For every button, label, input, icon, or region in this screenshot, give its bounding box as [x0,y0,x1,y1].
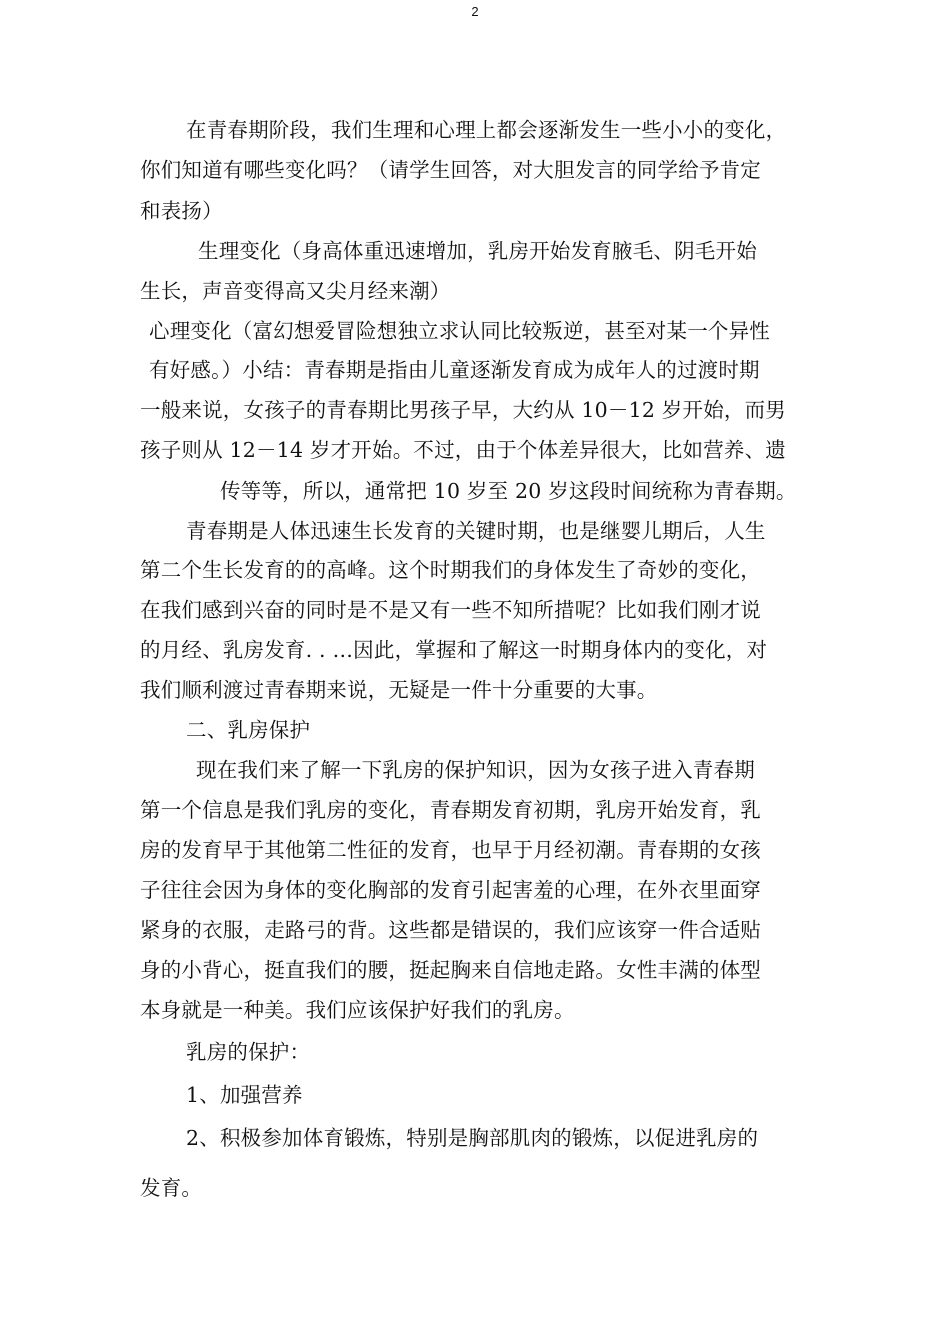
text-line: 你们知道有哪些变化吗？（请学生回答，对大胆发言的同学给予肯定 [140,158,761,182]
text-line: 紧身的衣服，走路弓的背。这些都是错误的，我们应该穿一件合适贴 [140,918,761,942]
text-line: 我们顺利渡过青春期来说，无疑是一件十分重要的大事。 [140,678,658,702]
text-line: 本身就是一种美。我们应该保护好我们的乳房。 [140,998,575,1022]
text-line: 在青春期阶段，我们生理和心理上都会逐渐发生一些小小的变化， [186,118,787,142]
text-line: 第二个生长发育的的高峰。这个时期我们的身体发生了奇妙的变化， [140,558,761,582]
text-line: 第一个信息是我们乳房的变化，青春期发育初期，乳房开始发育，乳 [140,798,761,822]
text-line: 发育。 [140,1176,203,1200]
text-line: 房的发育早于其他第二性征的发育，也早于月经初潮。青春期的女孩 [140,838,761,862]
text-line: 孩子则从 12－14 岁才开始。不过，由于个体差异很大，比如营养、遗 [140,438,787,462]
text-line: 青春期是人体迅速生长发育的关键时期，也是继婴儿期后，人生 [186,519,766,543]
text-line: 身的小背心，挺直我们的腰，挺起胸来自信地走路。女性丰满的体型 [140,958,761,982]
list-item: 1、加强营养 [186,1083,303,1107]
text-line: 生长，声音变得高又尖月经来潮） [140,279,451,303]
text-line: 传等等，所以，通常把 10 岁至 20 岁这段时间统称为青春期。 [220,479,797,503]
text-line: 和表扬） [140,199,223,223]
text-line: 一般来说，女孩子的青春期比男孩子早，大约从 10－12 岁开始，而男 [140,398,787,422]
text-line: 子往往会因为身体的变化胸部的发育引起害羞的心理，在外衣里面穿 [140,878,761,902]
page-number: 2 [471,4,479,19]
list-item: 2、积极参加体育锻炼，特别是胸部肌肉的锻炼，以促进乳房的 [186,1126,759,1150]
text-line: 现在我们来了解一下乳房的保护知识，因为女孩子进入青春期 [196,758,755,782]
subheading: 乳房的保护： [186,1040,311,1064]
text-line: 的月经、乳房发育. . …因此，掌握和了解这一时期身体内的变化，对 [140,638,768,662]
text-line: 有好感。）小结：青春期是指由儿童逐渐发育成为成年人的过渡时期 [149,358,760,382]
text-line: 在我们感到兴奋的同时是不是又有一些不知所措呢？比如我们刚才说 [140,598,761,622]
section-heading: 二、乳房保护 [186,718,311,742]
text-line: 生理变化（身高体重迅速增加，乳房开始发育腋毛、阴毛开始 [198,239,757,263]
text-line: 心理变化（富幻想爱冒险想独立求认同比较叛逆，甚至对某一个异性 [149,319,770,343]
